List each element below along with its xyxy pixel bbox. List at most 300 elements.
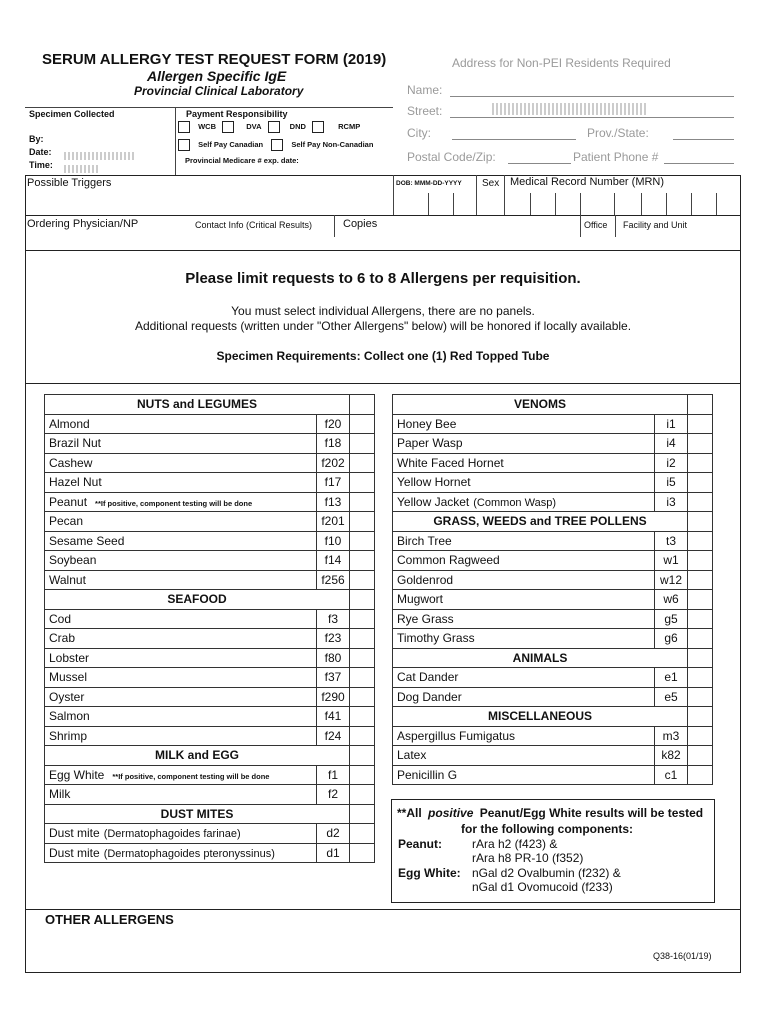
allergen-name-cell xyxy=(45,473,317,493)
allergen-code: i4 xyxy=(655,434,688,454)
rcmp-checkbox[interactable] xyxy=(312,121,324,133)
allergen-code: m3 xyxy=(655,726,688,746)
divider xyxy=(615,215,616,237)
allergen-name: Oyster xyxy=(49,689,85,704)
allergen-name-cell xyxy=(45,648,317,668)
allergen-checkbox[interactable] xyxy=(350,512,375,532)
allergen-checkbox[interactable] xyxy=(688,629,713,649)
allergen-name: Crab xyxy=(49,631,76,646)
allergen-name-cell xyxy=(393,687,655,707)
allergen-checkbox[interactable] xyxy=(350,668,375,688)
allergen-code: f20 xyxy=(317,414,350,434)
allergen-checkbox[interactable] xyxy=(688,531,713,551)
allergen-name-cell xyxy=(393,726,655,746)
header-spacer xyxy=(350,804,375,824)
allergen-checkbox[interactable] xyxy=(350,551,375,571)
left-allergen-table xyxy=(44,394,375,863)
allergen-name-cell xyxy=(45,687,317,707)
section-header: ANIMALS xyxy=(393,648,688,668)
mrn-tick xyxy=(716,193,717,215)
header-spacer xyxy=(688,512,713,532)
allergen-name: Pecan xyxy=(49,514,84,529)
allergen-name: Dust mite xyxy=(49,826,100,841)
allergen-row xyxy=(45,824,375,844)
allergen-checkbox[interactable] xyxy=(688,746,713,766)
allergen-name: Walnut xyxy=(49,572,86,587)
allergen-row xyxy=(393,492,713,512)
physician-label: Ordering Physician/NP xyxy=(27,218,139,230)
mrn-label: Medical Record Number (MRN) xyxy=(510,176,665,188)
egg-component-2: nGal d1 Ovomucoid (f233) xyxy=(472,880,613,894)
prov-field[interactable] xyxy=(673,139,734,140)
copies-label: Copies xyxy=(343,218,378,230)
allergen-code: f18 xyxy=(317,434,350,454)
header-spacer xyxy=(350,590,375,610)
mrn-tick xyxy=(614,193,615,215)
header-spacer xyxy=(350,395,375,415)
allergen-code: f41 xyxy=(317,707,350,727)
frame-right xyxy=(740,909,741,973)
component-testing-note: **If positive, component testing will be done xyxy=(95,498,253,508)
allergen-name: Dog Dander xyxy=(397,689,462,704)
section-header-row xyxy=(393,512,713,532)
allergen-checkbox[interactable] xyxy=(350,648,375,668)
header-spacer xyxy=(688,707,713,727)
dob-tick xyxy=(453,193,454,215)
allergen-name-cell xyxy=(45,843,317,863)
peanut-label: Peanut: xyxy=(398,837,443,851)
section-header: GRASS, WEEDS and TREE POLLENS xyxy=(393,512,688,532)
payment-options-row1 xyxy=(178,121,360,133)
allergen-name-cell xyxy=(45,629,317,649)
allergen-row xyxy=(45,551,375,571)
allergen-name-cell xyxy=(45,609,317,629)
allergen-name: Egg White xyxy=(49,767,105,782)
allergen-name-cell xyxy=(393,609,655,629)
component-testing-note: **If positive, component testing will be done xyxy=(112,771,270,781)
allergen-name-cell xyxy=(45,726,317,746)
divider xyxy=(25,383,741,384)
lab-name: Provincial Clinical Laboratory xyxy=(134,84,304,98)
self-pay-non-canadian-checkbox[interactable] xyxy=(271,139,283,151)
facility-label: Facility and Unit xyxy=(623,220,688,230)
allergen-name-cell xyxy=(393,629,655,649)
mrn-tick xyxy=(580,193,581,215)
divider xyxy=(25,250,741,251)
divider xyxy=(25,909,741,910)
allergen-row xyxy=(393,453,713,473)
allergen-name-cell xyxy=(45,668,317,688)
allergen-name-cell xyxy=(45,531,317,551)
form-title: SERUM ALLERGY TEST REQUEST FORM (2019) xyxy=(42,51,387,68)
dob-tick xyxy=(476,193,477,215)
address-note: Address for Non-PEI Residents Required xyxy=(452,56,671,70)
allergen-checkbox[interactable] xyxy=(350,414,375,434)
allergen-name: Shrimp xyxy=(49,728,88,743)
mrn-tick xyxy=(691,193,692,215)
allergen-code: f290 xyxy=(317,687,350,707)
allergen-name: Yellow Hornet xyxy=(397,475,471,490)
allergen-name: Aspergillus Fumigatus xyxy=(397,728,516,743)
note-rest: Peanut/Egg White results will be tested xyxy=(479,806,704,820)
component-note-line2: for the following components: xyxy=(461,822,633,836)
allergen-name: Brazil Nut xyxy=(49,436,102,451)
allergen-row xyxy=(393,531,713,551)
egg-label: Egg White: xyxy=(398,866,461,880)
allergen-code: w12 xyxy=(655,570,688,590)
egg-component-1: nGal d2 Ovalbumin (f232) & xyxy=(472,866,621,880)
section-header-row xyxy=(45,590,375,610)
peanut-component-1: rAra h2 (f423) & xyxy=(472,837,558,851)
allergen-name-cell xyxy=(45,453,317,473)
allergen-checkbox[interactable] xyxy=(350,707,375,727)
peanut-component-2: rAra h8 PR-10 (f352) xyxy=(472,851,584,865)
allergen-code: f201 xyxy=(317,512,350,532)
office-label: Office xyxy=(584,220,608,230)
allergen-code: i1 xyxy=(655,414,688,434)
allergen-name: Cod xyxy=(49,611,72,626)
other-allergens-field[interactable] xyxy=(45,930,705,968)
allergen-checkbox[interactable] xyxy=(688,414,713,434)
allergen-name: Milk xyxy=(49,787,71,802)
allergen-code: f10 xyxy=(317,531,350,551)
street-label: Street: xyxy=(407,104,443,118)
allergen-checkbox[interactable] xyxy=(350,843,375,863)
allergen-code: f256 xyxy=(317,570,350,590)
sex-label: Sex xyxy=(482,178,500,189)
allergen-row xyxy=(45,843,375,863)
allergen-name: Honey Bee xyxy=(397,416,457,431)
allergen-code: f1 xyxy=(317,765,350,785)
note-prefix: **All xyxy=(397,806,422,820)
allergen-row xyxy=(393,668,713,688)
payment-options-row2 xyxy=(178,139,373,151)
allergen-name: Soybean xyxy=(49,553,97,568)
name-field[interactable] xyxy=(450,96,734,97)
allergen-name-cell xyxy=(393,492,655,512)
allergen-code: f13 xyxy=(317,492,350,512)
allergen-name: Penicillin G xyxy=(397,767,458,782)
allergen-code: i5 xyxy=(655,473,688,493)
dva-checkbox[interactable] xyxy=(222,121,234,133)
allergen-name-cell xyxy=(45,551,317,571)
prov-label: Prov./State: xyxy=(587,126,649,140)
allergen-name: Rye Grass xyxy=(397,611,454,626)
section-header: VENOMS xyxy=(393,395,688,415)
mrn-tick xyxy=(666,193,667,215)
allergen-row xyxy=(393,609,713,629)
allergen-row xyxy=(45,492,375,512)
allergen-row xyxy=(393,765,713,785)
payment-label: Payment Responsibility xyxy=(186,109,288,119)
allergen-checkbox[interactable] xyxy=(688,473,713,493)
mrn-tick xyxy=(641,193,642,215)
allergen-code: d2 xyxy=(317,824,350,844)
allergen-name: Birch Tree xyxy=(397,533,452,548)
allergen-code: c1 xyxy=(655,765,688,785)
allergen-row xyxy=(393,414,713,434)
date-label: Date: xyxy=(29,147,52,157)
allergen-row xyxy=(45,707,375,727)
form-code: Q38-16(01/19) xyxy=(653,951,712,961)
allergen-subtitle: (Common Wasp) xyxy=(473,496,556,509)
contact-label: Contact Info (Critical Results) xyxy=(195,220,313,230)
allergen-code: i3 xyxy=(655,492,688,512)
allergen-name-cell xyxy=(45,434,317,454)
divider xyxy=(393,175,394,215)
allergen-row xyxy=(45,648,375,668)
mrn-tick xyxy=(530,193,531,215)
allergen-row xyxy=(393,687,713,707)
allergen-code: k82 xyxy=(655,746,688,766)
self-pay-non-canadian-label: Self Pay Non-Canadian xyxy=(291,139,374,149)
allergen-name-cell xyxy=(393,765,655,785)
allergen-name-cell xyxy=(393,531,655,551)
allergen-checkbox[interactable] xyxy=(350,570,375,590)
section-header-row xyxy=(45,804,375,824)
allergen-subtitle: (Dermatophagoides pteronyssinus) xyxy=(103,847,275,860)
allergen-row xyxy=(393,434,713,454)
allergen-name: Yellow Jacket xyxy=(397,494,470,509)
allergen-code: d1 xyxy=(317,843,350,863)
allergen-code: i2 xyxy=(655,453,688,473)
postal-label: Postal Code/Zip: xyxy=(407,150,496,164)
allergen-code: e5 xyxy=(655,687,688,707)
allergen-name-cell xyxy=(393,551,655,571)
allergen-name: Mugwort xyxy=(397,592,444,607)
allergen-code: f2 xyxy=(317,785,350,805)
allergen-name-cell xyxy=(393,746,655,766)
allergen-row xyxy=(45,726,375,746)
divider xyxy=(504,175,505,215)
form-subtitle: Allergen Specific IgE xyxy=(147,68,287,84)
allergen-row xyxy=(45,687,375,707)
wcb-checkbox[interactable] xyxy=(178,121,190,133)
allergen-name: Common Ragweed xyxy=(397,553,500,568)
allergen-code: g5 xyxy=(655,609,688,629)
name-label: Name: xyxy=(407,83,443,97)
allergen-row xyxy=(45,512,375,532)
divider xyxy=(476,175,477,193)
allergen-name: Sesame Seed xyxy=(49,533,125,548)
triggers-label: Possible Triggers xyxy=(27,177,112,189)
allergen-checkbox[interactable] xyxy=(688,434,713,454)
phone-label: Patient Phone # xyxy=(573,150,659,164)
allergen-checkbox[interactable] xyxy=(688,551,713,571)
allergen-row xyxy=(45,473,375,493)
allergen-name-cell xyxy=(45,570,317,590)
section-header-row xyxy=(393,395,713,415)
allergen-name-cell xyxy=(393,570,655,590)
allergen-checkbox[interactable] xyxy=(350,473,375,493)
allergen-name-cell xyxy=(45,414,317,434)
allergen-name-cell xyxy=(45,512,317,532)
allergen-code: f17 xyxy=(317,473,350,493)
component-note-line1 xyxy=(397,806,703,820)
allergen-code: e1 xyxy=(655,668,688,688)
city-label: City: xyxy=(407,126,431,140)
allergen-name: Mussel xyxy=(49,670,88,685)
wcb-label: WCB xyxy=(198,121,217,131)
allergen-checkbox[interactable] xyxy=(688,668,713,688)
allergen-name: Hazel Nut xyxy=(49,475,102,490)
allergen-checkbox[interactable] xyxy=(350,434,375,454)
divider xyxy=(25,972,741,973)
allergen-row xyxy=(393,590,713,610)
dnd-label: DND xyxy=(289,121,306,131)
allergen-subtitle: (Dermatophagoides farinae) xyxy=(103,828,241,841)
allergen-name: Goldenrod xyxy=(397,572,454,587)
header-spacer xyxy=(688,395,713,415)
allergen-code: f23 xyxy=(317,629,350,649)
allergen-checkbox[interactable] xyxy=(688,765,713,785)
allergen-row xyxy=(393,726,713,746)
allergen-name-cell xyxy=(393,590,655,610)
section-header: SEAFOOD xyxy=(45,590,350,610)
allergen-row xyxy=(45,668,375,688)
right-allergen-table xyxy=(392,394,713,785)
redacted-street xyxy=(492,100,647,118)
dnd-checkbox[interactable] xyxy=(268,121,280,133)
allergen-checkbox[interactable] xyxy=(350,765,375,785)
allergen-code: f80 xyxy=(317,648,350,668)
medicare-label: Provincial Medicare # exp. date: xyxy=(185,156,299,165)
divider xyxy=(25,107,393,108)
allergen-name: Dust mite xyxy=(49,845,100,860)
header-spacer xyxy=(688,648,713,668)
section-header-row xyxy=(393,648,713,668)
allergen-code: w6 xyxy=(655,590,688,610)
allergen-name: Latex xyxy=(397,748,427,763)
allergen-row xyxy=(45,434,375,454)
allergen-code: f3 xyxy=(317,609,350,629)
header-spacer xyxy=(350,746,375,766)
rcmp-label: RCMP xyxy=(338,121,361,131)
allergen-checkbox[interactable] xyxy=(688,570,713,590)
allergen-row xyxy=(393,473,713,493)
mrn-tick xyxy=(555,193,556,215)
dva-label: DVA xyxy=(246,121,262,131)
allergen-checkbox[interactable] xyxy=(350,531,375,551)
allergen-name-cell xyxy=(45,707,317,727)
allergen-checkbox[interactable] xyxy=(350,609,375,629)
dob-tick xyxy=(428,193,429,215)
allergen-checkbox[interactable] xyxy=(688,609,713,629)
allergen-name: Lobster xyxy=(49,650,90,665)
allergen-row xyxy=(393,629,713,649)
divider xyxy=(334,215,335,237)
section-header: NUTS and LEGUMES xyxy=(45,395,350,415)
divider xyxy=(175,107,176,175)
allergen-row xyxy=(45,785,375,805)
section-header: DUST MITES xyxy=(45,804,350,824)
allergen-name-cell xyxy=(45,765,317,785)
allergen-row xyxy=(45,609,375,629)
allergen-code: f202 xyxy=(317,453,350,473)
allergen-name-cell xyxy=(393,668,655,688)
allergen-checkbox[interactable] xyxy=(688,726,713,746)
divider xyxy=(25,215,741,216)
allergen-checkbox[interactable] xyxy=(350,824,375,844)
allergen-row xyxy=(45,765,375,785)
allergen-name: Cat Dander xyxy=(397,670,459,685)
allergen-checkbox[interactable] xyxy=(350,687,375,707)
allergen-name: Cashew xyxy=(49,455,93,470)
allergen-checkbox[interactable] xyxy=(350,492,375,512)
allergen-code: f14 xyxy=(317,551,350,571)
allergen-name-cell xyxy=(393,414,655,434)
allergen-row xyxy=(393,570,713,590)
city-field[interactable] xyxy=(452,139,576,140)
allergen-name: White Faced Hornet xyxy=(397,455,504,470)
allergen-checkbox[interactable] xyxy=(688,687,713,707)
postal-field[interactable] xyxy=(508,163,571,164)
self-pay-canadian-checkbox[interactable] xyxy=(178,139,190,151)
section-header-row xyxy=(45,395,375,415)
allergen-checkbox[interactable] xyxy=(688,590,713,610)
allergen-name-cell xyxy=(393,453,655,473)
divider xyxy=(580,215,581,237)
section-header-row xyxy=(45,746,375,766)
phone-field[interactable] xyxy=(664,163,734,164)
other-allergens-label: OTHER ALLERGENS xyxy=(45,912,174,927)
allergen-name: Salmon xyxy=(49,709,90,724)
allergen-name-cell xyxy=(393,434,655,454)
allergen-name-cell xyxy=(45,492,317,512)
limit-notice: Please limit requests to 6 to 8 Allergens per requisition. xyxy=(185,270,581,287)
allergen-checkbox[interactable] xyxy=(350,629,375,649)
allergen-row xyxy=(45,531,375,551)
specimen-requirements: Specimen Requirements: Collect one (1) Red Topped Tube xyxy=(216,349,550,363)
allergen-row xyxy=(45,570,375,590)
section-header-row xyxy=(393,707,713,727)
allergen-row xyxy=(45,414,375,434)
by-label: By: xyxy=(29,134,44,144)
allergen-checkbox[interactable] xyxy=(350,453,375,473)
frame-left xyxy=(25,909,26,973)
allergen-name: Peanut xyxy=(49,494,88,509)
instruction-line-1: You must select individual Allergens, there are no panels. xyxy=(231,304,535,318)
allergen-code: g6 xyxy=(655,629,688,649)
allergen-checkbox[interactable] xyxy=(350,726,375,746)
allergen-checkbox[interactable] xyxy=(688,453,713,473)
instruction-line-2: Additional requests (written under "Other Allergens" below) will be honored if locally available. xyxy=(134,319,632,333)
time-label: Time: xyxy=(29,160,53,170)
allergen-name: Timothy Grass xyxy=(397,631,475,646)
allergen-row xyxy=(45,453,375,473)
allergen-name: Paper Wasp xyxy=(397,436,463,451)
section-header: MISCELLANEOUS xyxy=(393,707,688,727)
allergen-checkbox[interactable] xyxy=(688,492,713,512)
dob-label: DOB: MMM-DD-YYYY xyxy=(396,180,462,187)
allergen-code: w1 xyxy=(655,551,688,571)
allergen-name-cell xyxy=(45,785,317,805)
allergen-row xyxy=(45,629,375,649)
allergen-name: Almond xyxy=(49,416,90,431)
allergen-name-cell xyxy=(393,473,655,493)
allergen-code: f37 xyxy=(317,668,350,688)
section-header: MILK and EGG xyxy=(45,746,350,766)
allergen-name-cell xyxy=(45,824,317,844)
allergen-row xyxy=(393,551,713,571)
allergen-code: f24 xyxy=(317,726,350,746)
allergen-code: t3 xyxy=(655,531,688,551)
note-positive: positive xyxy=(428,806,474,820)
self-pay-canadian-label: Self Pay Canadian xyxy=(198,139,264,149)
specimen-label: Specimen Collected xyxy=(29,109,115,119)
allergen-row xyxy=(393,746,713,766)
allergen-checkbox[interactable] xyxy=(350,785,375,805)
